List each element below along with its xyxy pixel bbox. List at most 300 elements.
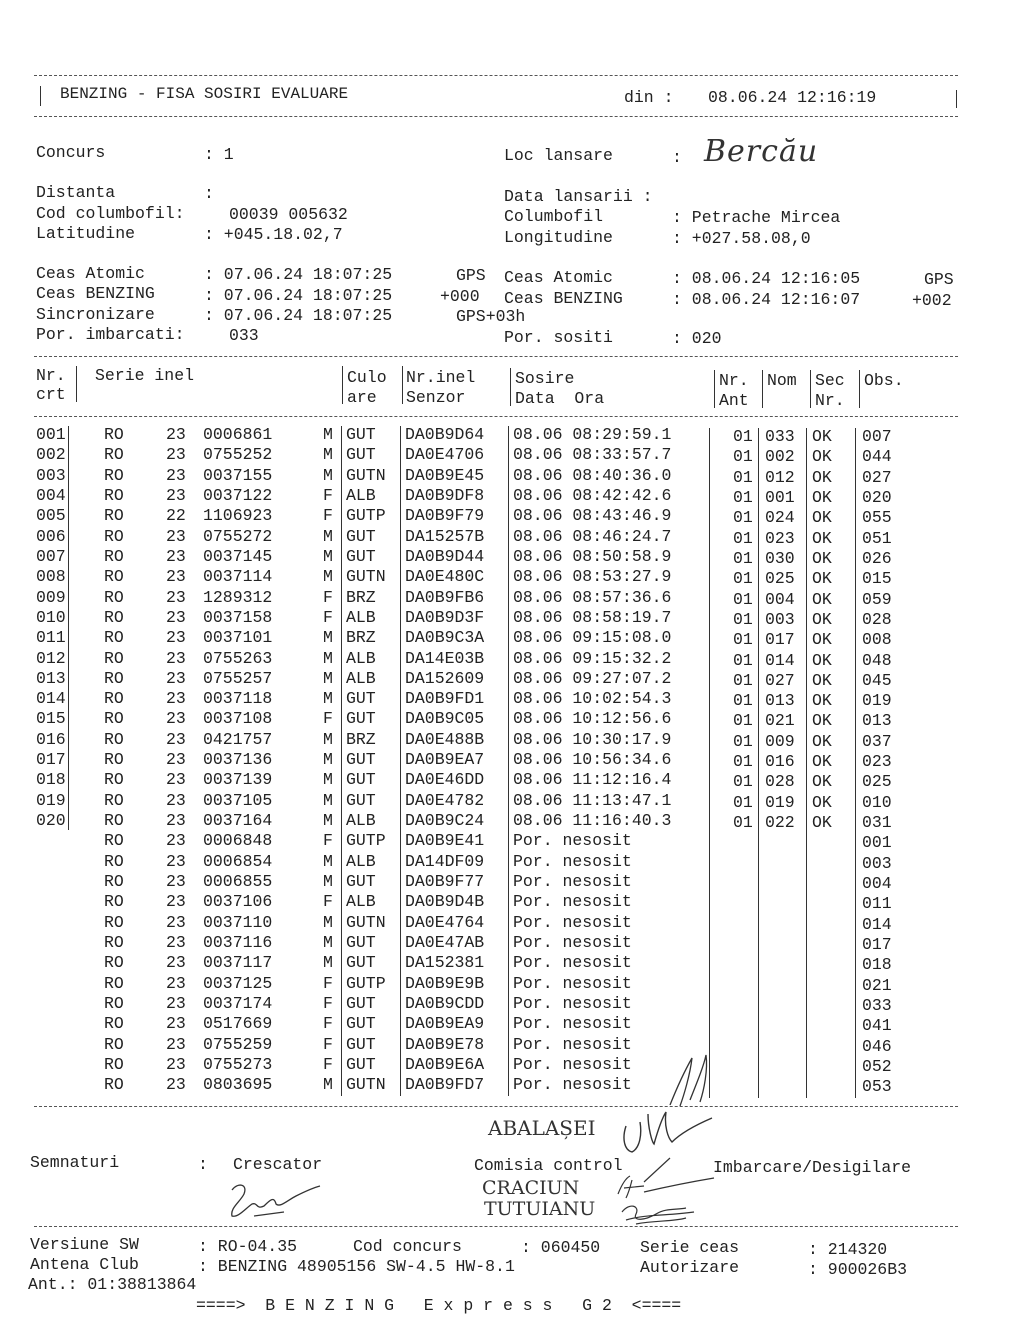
- row-nr: 013: [36, 668, 66, 688]
- row-antenna: 01: [733, 487, 753, 507]
- row-arrival: 08.06 11:13:47.1: [513, 790, 672, 810]
- ceas-benzing-end-suffix: +002: [912, 291, 952, 310]
- table-row: [0, 1014, 1024, 1034]
- row-year: 23: [166, 912, 186, 932]
- row-arrival: 08.06 10:12:56.6: [513, 709, 672, 729]
- row-ring-number: 0037155: [203, 465, 273, 485]
- signature-craciun-icon: [610, 1172, 720, 1202]
- row-ring-number: 0037114: [203, 567, 273, 587]
- row-color: GUT: [346, 993, 376, 1013]
- row-sex: M: [323, 628, 333, 648]
- row-sex: M: [323, 465, 333, 485]
- row-sec: OK: [812, 650, 832, 670]
- row-color: GUTN: [346, 912, 386, 932]
- row-sensor: DA0E46DD: [405, 770, 485, 790]
- row-arrival: 08.06 08:40:36.0: [513, 465, 672, 485]
- row-country: RO: [104, 506, 124, 526]
- row-ring-number: 1289312: [203, 587, 273, 607]
- row-nom: 002: [765, 447, 795, 467]
- table-row: [0, 1075, 1024, 1095]
- row-arrival: 08.06 08:57:36.6: [513, 587, 672, 607]
- row-obs: 028: [862, 609, 892, 629]
- versiune-sw-value: : RO-04.35: [198, 1237, 298, 1256]
- row-antenna: 01: [733, 548, 753, 568]
- row-color: ALB: [346, 851, 376, 871]
- row-color: GUT: [346, 750, 376, 770]
- row-ring-number: 0037105: [203, 790, 273, 810]
- row-country: RO: [104, 831, 124, 851]
- row-country: RO: [104, 526, 124, 546]
- signature-name-2: CRACIUN: [482, 1177, 580, 1199]
- row-nr: 001: [36, 425, 66, 444]
- row-color: ALB: [346, 485, 376, 505]
- row-ring-number: 0755257: [203, 668, 273, 688]
- row-nr: 007: [36, 546, 66, 566]
- signature-name-1: ABALAȘEI: [488, 1116, 596, 1140]
- table-row: [0, 486, 1024, 506]
- row-nr: 015: [36, 709, 66, 729]
- table-row: [0, 506, 1024, 526]
- row-sensor: DA0B9C24: [405, 811, 485, 831]
- row-obs: 031: [862, 813, 892, 833]
- row-sex: F: [323, 831, 333, 851]
- row-sensor: DA0B9D3F: [405, 607, 485, 627]
- row-ring-number: 0755259: [203, 1034, 273, 1054]
- row-sex: M: [323, 811, 333, 831]
- signature-abalasei-icon: [618, 1108, 718, 1156]
- row-year: 23: [166, 729, 186, 749]
- header-sep: [859, 370, 860, 408]
- row-nr: 003: [36, 465, 66, 485]
- header-senzor-2: Senzor: [406, 388, 466, 407]
- row-arrival: 08.06 08:33:57.7: [513, 445, 672, 465]
- row-sec: OK: [812, 467, 832, 487]
- row-obs: 015: [862, 569, 892, 589]
- row-obs: 021: [862, 975, 892, 995]
- row-sensor: DA0B9D44: [405, 546, 485, 566]
- row-ring-number: 1106923: [203, 506, 273, 526]
- row-nom: 013: [765, 691, 795, 711]
- header-nr: Nr.: [36, 366, 66, 385]
- row-color: GUT: [346, 546, 376, 566]
- loc-lansare-label: Loc lansare: [504, 146, 613, 165]
- row-nom: 003: [765, 609, 795, 629]
- row-nom: 030: [765, 548, 795, 568]
- row-arrival: Por. nesosit: [513, 1014, 632, 1034]
- row-sec: OK: [812, 670, 832, 690]
- row-sensor: DA0B9E41: [405, 831, 485, 851]
- row-year: 23: [166, 628, 186, 648]
- loc-lansare-sep: :: [672, 148, 682, 167]
- table-row: [0, 445, 1024, 465]
- row-nom: 024: [765, 508, 795, 528]
- row-sensor: DA152609: [405, 668, 485, 688]
- row-sensor: DA0E480C: [405, 567, 485, 587]
- table-row: [0, 547, 1024, 567]
- row-arrival: 08.06 09:15:32.2: [513, 648, 672, 668]
- header-crt: crt: [36, 385, 66, 404]
- sincronizare-label: Sincronizare: [36, 305, 155, 324]
- row-country: RO: [104, 933, 124, 952]
- row-antenna: 01: [733, 589, 753, 609]
- header-sep: [76, 366, 77, 402]
- row-nom: 028: [765, 772, 795, 792]
- distanta-label: Distanta: [36, 183, 116, 202]
- row-sensor: DA0E488B: [405, 729, 485, 749]
- ceas-atomic-start-suffix: GPS: [456, 266, 486, 285]
- row-year: 23: [166, 851, 186, 871]
- row-obs: 059: [862, 589, 892, 609]
- row-antenna: 01: [733, 609, 753, 629]
- sositi-label: Por. sositi: [504, 328, 613, 347]
- row-ring-number: 0755263: [203, 648, 273, 668]
- row-sex: M: [323, 933, 333, 952]
- latitudine-value: : +045.18.02,7: [204, 225, 343, 244]
- row-color: GUT: [346, 526, 376, 546]
- row-sensor: DA14DF09: [405, 851, 485, 871]
- row-obs: 051: [862, 528, 892, 548]
- row-obs: 018: [862, 955, 892, 975]
- row-obs: 033: [862, 995, 892, 1015]
- ceas-atomic-end-label: Ceas Atomic: [504, 268, 613, 287]
- row-arrival: 08.06 10:56:34.6: [513, 750, 672, 770]
- row-ring-number: 0517669: [203, 1014, 273, 1034]
- row-year: 23: [166, 933, 186, 952]
- row-ring-number: 0006855: [203, 872, 273, 892]
- table-row: [0, 628, 1024, 648]
- row-ring-number: 0037139: [203, 770, 273, 790]
- row-year: 22: [166, 506, 186, 526]
- table-row: [0, 709, 1024, 729]
- row-sec: OK: [812, 772, 832, 792]
- row-year: 23: [166, 750, 186, 770]
- row-nr: 010: [36, 607, 66, 627]
- row-sex: F: [323, 1054, 333, 1074]
- row-ring-number: 0037136: [203, 750, 273, 770]
- row-arrival: Por. nesosit: [513, 831, 632, 851]
- row-color: BRZ: [346, 587, 376, 607]
- row-year: 23: [166, 1075, 186, 1095]
- header-culoare-1: Culo: [347, 368, 387, 387]
- row-country: RO: [104, 648, 124, 668]
- row-country: RO: [104, 587, 124, 607]
- table-row: [0, 913, 1024, 933]
- row-sex: F: [323, 506, 333, 526]
- row-country: RO: [104, 1014, 124, 1034]
- row-sensor: DA15257B: [405, 526, 485, 546]
- semnaturi-label: Semnaturi: [30, 1153, 120, 1172]
- row-nom: 001: [765, 487, 795, 507]
- row-year: 23: [166, 425, 186, 444]
- row-sensor: DA0B9FD7: [405, 1075, 485, 1095]
- table-row: [0, 730, 1024, 750]
- row-color: BRZ: [346, 729, 376, 749]
- row-sex: M: [323, 912, 333, 932]
- longitudine-value: : +027.58.08,0: [672, 229, 811, 248]
- row-ring-number: 0755272: [203, 526, 273, 546]
- row-year: 23: [166, 1014, 186, 1034]
- ceas-atomic-end-suffix: GPS: [924, 270, 954, 289]
- row-color: GUTN: [346, 1075, 386, 1095]
- row-sex: F: [323, 709, 333, 729]
- row-obs: 041: [862, 1016, 892, 1036]
- table-row: [0, 892, 1024, 912]
- row-nom: 021: [765, 711, 795, 731]
- row-year: 23: [166, 709, 186, 729]
- row-arrival: 08.06 08:46:24.7: [513, 526, 672, 546]
- row-ring-number: 0037145: [203, 546, 273, 566]
- row-nr: 017: [36, 750, 66, 770]
- row-country: RO: [104, 546, 124, 566]
- row-ring-number: 0037164: [203, 811, 273, 831]
- antena-club-value: : BENZING 48905156 SW-4.5 HW-8.1: [198, 1257, 515, 1276]
- ant-value: Ant.: 01:38813864: [28, 1275, 197, 1294]
- row-sex: F: [323, 587, 333, 607]
- row-ring-number: 0037122: [203, 485, 273, 505]
- row-sensor: DA0B9D4B: [405, 892, 485, 912]
- table-row: [0, 831, 1024, 851]
- row-sensor: DA0B9E78: [405, 1034, 485, 1054]
- row-ring-number: 0006854: [203, 851, 273, 871]
- table-row: [0, 872, 1024, 892]
- imbarcare-desigilare-label: Imbarcare/Desigilare: [713, 1158, 912, 1177]
- row-color: ALB: [346, 607, 376, 627]
- document-title: BENZING - FISA SOSIRI EVALUARE: [60, 85, 349, 103]
- row-sensor: DA0B9CDD: [405, 993, 485, 1013]
- row-year: 23: [166, 872, 186, 892]
- table-row: [0, 669, 1024, 689]
- row-color: GUT: [346, 1014, 376, 1034]
- row-antenna: 01: [733, 508, 753, 528]
- row-sec: OK: [812, 792, 832, 812]
- row-sec: OK: [812, 609, 832, 629]
- row-ring-number: 0006861: [203, 425, 273, 444]
- signature-tutuianu-icon: [616, 1200, 700, 1228]
- row-ring-number: 0803695: [203, 1075, 273, 1095]
- row-nom: 017: [765, 630, 795, 650]
- signature-scribble-icon: [660, 1050, 720, 1110]
- row-nr: 002: [36, 445, 66, 465]
- row-sec: OK: [812, 548, 832, 568]
- row-sex: M: [323, 790, 333, 810]
- table-row: [0, 425, 1024, 445]
- row-country: RO: [104, 445, 124, 465]
- semnaturi-sep: :: [198, 1155, 208, 1174]
- antena-club-label: Antena Club: [30, 1255, 139, 1274]
- row-sensor: DA0B9E6A: [405, 1054, 485, 1074]
- concurs-label: Concurs: [36, 143, 106, 162]
- row-sensor: DA0B9EA9: [405, 1014, 485, 1034]
- signature-name-3: TUTUIANU: [484, 1198, 596, 1220]
- row-arrival: Por. nesosit: [513, 933, 632, 952]
- row-sex: F: [323, 1014, 333, 1034]
- row-sec: OK: [812, 447, 832, 467]
- row-obs: 004: [862, 874, 892, 894]
- row-antenna: 01: [733, 792, 753, 812]
- row-sex: M: [323, 872, 333, 892]
- row-obs: 003: [862, 853, 892, 873]
- row-obs: 044: [862, 447, 892, 467]
- row-antenna: 01: [733, 813, 753, 833]
- row-obs: 023: [862, 752, 892, 772]
- row-color: GUTN: [346, 465, 386, 485]
- sincronizare-value: : 07.06.24 18:07:25: [204, 306, 393, 325]
- row-country: RO: [104, 1054, 124, 1074]
- row-antenna: 01: [733, 569, 753, 589]
- row-country: RO: [104, 872, 124, 892]
- row-obs: 027: [862, 467, 892, 487]
- row-ring-number: 0037118: [203, 689, 273, 709]
- row-sec: OK: [812, 752, 832, 772]
- row-country: RO: [104, 668, 124, 688]
- row-arrival: 08.06 08:42:42.6: [513, 485, 672, 505]
- comisia-control-label: Comisia control: [474, 1156, 623, 1175]
- row-sex: M: [323, 953, 333, 973]
- row-sensor: DA0B9E45: [405, 465, 485, 485]
- sositi-value: : 020: [672, 329, 722, 348]
- header-sep: [762, 370, 763, 408]
- header-bottom-dashed-rule: [34, 116, 958, 117]
- table-row: [0, 852, 1024, 872]
- row-ring-number: 0037110: [203, 912, 273, 932]
- header-left-border: [40, 86, 41, 106]
- row-arrival: 08.06 10:30:17.9: [513, 729, 672, 749]
- row-year: 23: [166, 689, 186, 709]
- autorizare-value: : 900026B3: [808, 1260, 908, 1279]
- row-country: RO: [104, 912, 124, 932]
- row-sensor: DA0E4706: [405, 445, 485, 465]
- row-arrival: Por. nesosit: [513, 1054, 632, 1074]
- row-color: GUT: [346, 689, 376, 709]
- header-sep: [402, 366, 403, 404]
- crescator-label: Crescator: [233, 1155, 323, 1174]
- serie-ceas-label: Serie ceas: [640, 1238, 740, 1257]
- signature-crescator-icon: [224, 1178, 324, 1222]
- header-ant-2: Ant: [719, 391, 749, 410]
- benzing-express-banner: ====> B E N Z I N G E x p r e s s G 2 <====: [196, 1296, 682, 1315]
- latitudine-label: Latitudine: [36, 224, 136, 243]
- header-sec-1: Sec: [815, 371, 845, 390]
- row-sex: M: [323, 770, 333, 790]
- row-antenna: 01: [733, 670, 753, 690]
- row-sex: F: [323, 993, 333, 1013]
- row-antenna: 01: [733, 752, 753, 772]
- row-nom: 014: [765, 650, 795, 670]
- row-sensor: DA0B9EA7: [405, 750, 485, 770]
- row-sec: OK: [812, 630, 832, 650]
- row-color: GUTP: [346, 831, 386, 851]
- row-color: GUT: [346, 872, 376, 892]
- imbarcati-value: 033: [229, 326, 259, 345]
- row-obs: 001: [862, 833, 892, 853]
- row-sex: M: [323, 750, 333, 770]
- row-nr: 018: [36, 770, 66, 790]
- row-year: 23: [166, 770, 186, 790]
- header-senzor-1: Nr.inel: [406, 368, 476, 387]
- table-row: [0, 567, 1024, 587]
- row-country: RO: [104, 425, 124, 444]
- row-country: RO: [104, 790, 124, 810]
- row-obs: 014: [862, 914, 892, 934]
- row-country: RO: [104, 689, 124, 709]
- cod-concurs-value: : 060450: [521, 1238, 601, 1257]
- row-color: GUTN: [346, 567, 386, 587]
- ceas-atomic-end-value: : 08.06.24 12:16:05: [672, 269, 861, 288]
- header-nom: Nom: [767, 371, 797, 390]
- header-serie-inel: Serie inel: [95, 366, 195, 385]
- distanta-value: :: [204, 184, 214, 203]
- row-antenna: 01: [733, 650, 753, 670]
- row-country: RO: [104, 770, 124, 790]
- row-color: GUT: [346, 425, 376, 444]
- table-row: [0, 466, 1024, 486]
- row-sensor: DA0B9D64: [405, 425, 485, 444]
- row-obs: 052: [862, 1056, 892, 1076]
- row-sec: OK: [812, 731, 832, 751]
- row-arrival: 08.06 10:02:54.3: [513, 689, 672, 709]
- row-obs: 013: [862, 711, 892, 731]
- ceas-atomic-start-label: Ceas Atomic: [36, 264, 145, 283]
- row-sex: M: [323, 567, 333, 587]
- row-sec: OK: [812, 691, 832, 711]
- row-country: RO: [104, 1034, 124, 1054]
- row-color: ALB: [346, 892, 376, 912]
- row-year: 23: [166, 546, 186, 566]
- row-sex: M: [323, 1075, 333, 1095]
- row-arrival: 08.06 08:43:46.9: [513, 506, 672, 526]
- row-obs: 048: [862, 650, 892, 670]
- row-sensor: DA0E47AB: [405, 933, 485, 952]
- row-arrival: 08.06 09:15:08.0: [513, 628, 672, 648]
- row-year: 23: [166, 607, 186, 627]
- row-nr: 012: [36, 648, 66, 668]
- table-row: [0, 527, 1024, 547]
- cod-concurs-label: Cod concurs: [353, 1237, 462, 1256]
- columbofil-label: Columbofil: [504, 207, 604, 226]
- row-nr: 005: [36, 506, 66, 526]
- row-year: 23: [166, 892, 186, 912]
- row-arrival: 08.06 08:29:59.1: [513, 425, 672, 444]
- header-sec-2: Nr.: [815, 391, 845, 410]
- row-year: 23: [166, 831, 186, 851]
- table-row: [0, 588, 1024, 608]
- header-obs: Obs.: [864, 371, 904, 390]
- row-color: GUT: [346, 709, 376, 729]
- header-sep: [342, 366, 343, 404]
- row-ring-number: 0037116: [203, 933, 273, 952]
- row-arrival: 08.06 08:58:19.7: [513, 607, 672, 627]
- row-year: 23: [166, 993, 186, 1013]
- row-year: 23: [166, 668, 186, 688]
- row-arrival: Por. nesosit: [513, 892, 632, 912]
- table-row: [0, 649, 1024, 669]
- row-nom: 025: [765, 569, 795, 589]
- row-nom: 027: [765, 670, 795, 690]
- row-sensor: DA0B9C05: [405, 709, 485, 729]
- row-sensor: DA0B9FB6: [405, 587, 485, 607]
- top-dashed-rule: [34, 75, 958, 76]
- table-header-dashed-rule: [34, 416, 958, 417]
- row-country: RO: [104, 993, 124, 1013]
- row-sex: F: [323, 485, 333, 505]
- row-obs: 053: [862, 1077, 892, 1097]
- row-nom: 023: [765, 528, 795, 548]
- table-row: [0, 953, 1024, 973]
- row-color: GUT: [346, 1054, 376, 1074]
- row-arrival: Por. nesosit: [513, 973, 632, 993]
- row-nr: 009: [36, 587, 66, 607]
- table-row: [0, 770, 1024, 790]
